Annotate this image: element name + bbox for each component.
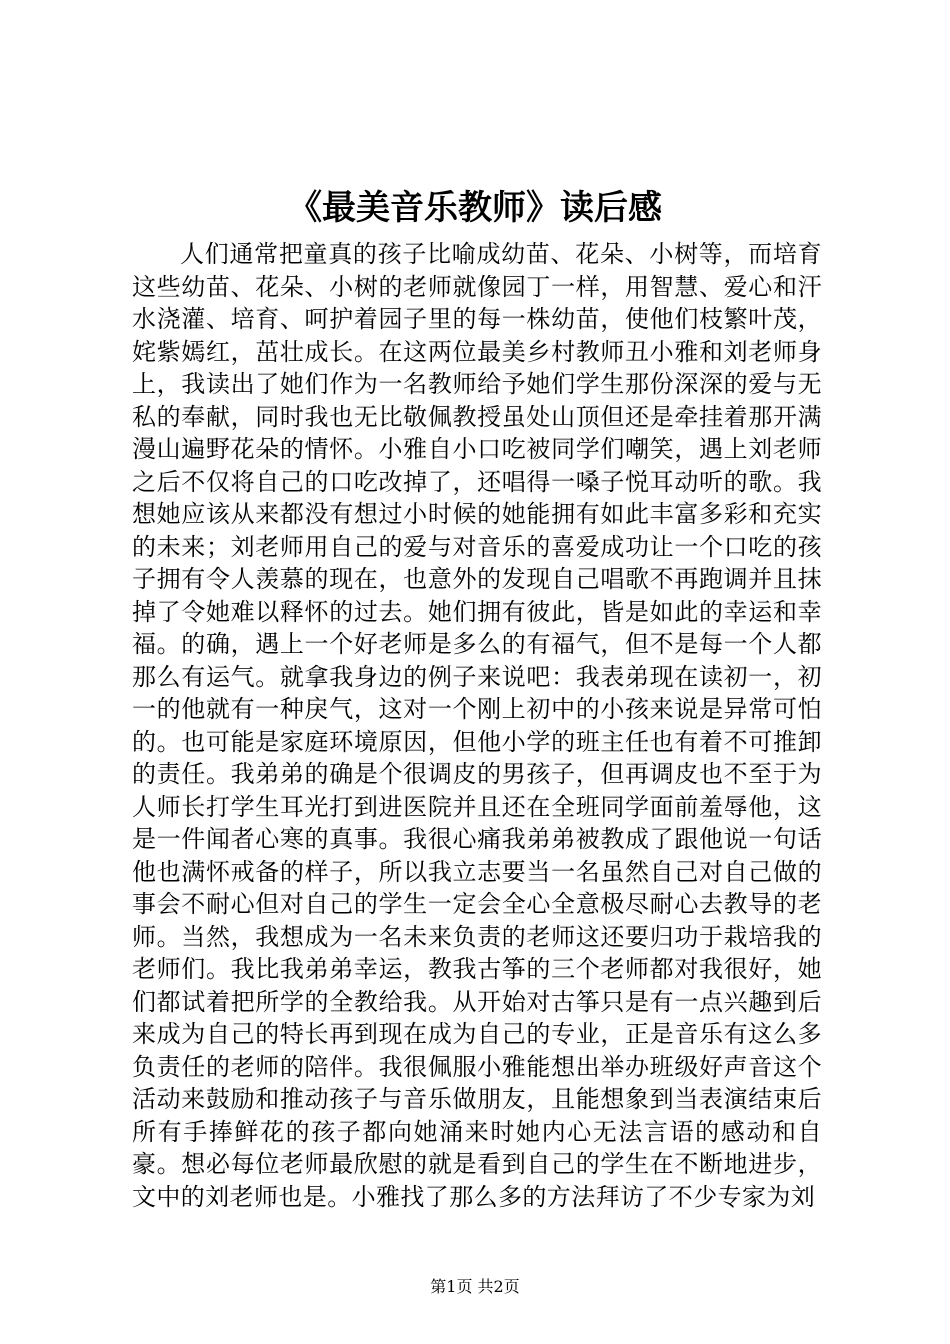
body-paragraph: 人们通常把童真的孩子比喻成幼苗、花朵、小树等，而培育这些幼苗、花朵、小树的老师就像园丁一样，用智慧、爱心和汗水浇灌、培育、呵护着园子里的每一株幼苗，使他们枝繁叶茂，姹紫嫣红，茁壮成长。在这两位最美乡村教师丑小雅和刘老师身上，我读出了她们作为一名教师给予她们学生那份深深的爱与无私的奉献，同时我也无比敬佩教授虽处山顶但还是牵挂着那开满漫山遍野花朵的情怀。小雅自小口吃被同学们嘲笑，遇上刘老师之后不仅将自己的口吃改掉了，还唱得一嗓子悦耳动听的歌。我想她应该从来都没有想过小时候的她能拥有如此丰富多彩和充实的未来；刘老师用自己的爱与对音乐的喜爱成功让一个口吃的孩子拥有令人羡慕的现在，也意外的发现自己唱歌不再跑调并且抹掉了令她难以释怀的过去。她们拥有彼此，皆是如此的幸运和幸福。的确，遇上一个好老师是多么的有福气，但不是每一个人都那么有运气。就拿我身边的例子来说吧：我表弟现在读初一，初一的他就有一种戾气，这对一个刚上初中的小孩来说是异常可怕的。也可能是家庭环境原因，但他小学的班主任也有着不可推卸的责任。我弟弟的确是个很调皮的男孩子，但再调皮也不至于为人师长打学生耳光打到进医院并且还在全班同学面前羞辱他，这是一件闻者心寒的真事。我很心痛我弟弟被教成了跟他说一句话他也满怀戒备的样子，所以我立志要当一名虽然自己对自己做的事会不耐心但对自己的学生一定会全心全意极尽耐心去教导的老师。当然，我想成为一名未来负责的老师这还要归功于栽培我的老师们。我比我弟弟幸运，教我古筝的三个老师都对我很好，她们都试着把所学的全教给我。从开始对古筝只是有一点兴趣到后来成为自己的特长再到现在成为自己的专业，正是音乐有这么多负责任的老师的陪伴。我很佩服小雅能想出举办班级好声音这个活动来鼓励和推动孩子与音乐做朋友，且能想象到当表演结束后所有手捧鲜花的孩子都向她涌来时她内心无法言语的感动和自豪。想必每位老师最欣慰的就是看到自己的学生在不断地进步，文中的刘老师也是。小雅找了那么多的方法拜访了不少专家为刘 xyxy=(132,240,822,1211)
page-footer: 第1页 共2页 xyxy=(430,1277,520,1296)
document-title: 《最美音乐教师》读后感 xyxy=(288,188,662,228)
